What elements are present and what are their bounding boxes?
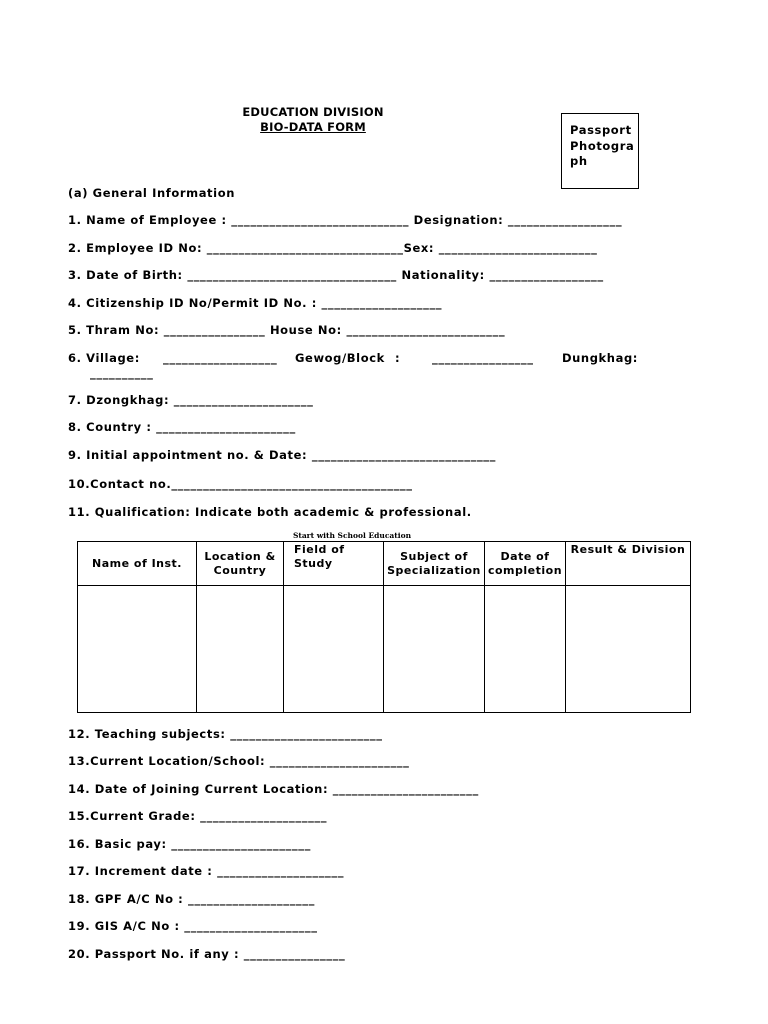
line-citizenship-id: 4. Citizenship ID No/Permit ID No. : ___________________ [68, 296, 443, 310]
col-header-subject-specialization: Subject of Specialization [384, 542, 485, 586]
line-current-grade: 15.Current Grade: ____________________ [68, 809, 328, 823]
passport-photo-box [561, 113, 639, 189]
dungkhag-blank: __________ [90, 366, 154, 380]
qualification-table [77, 541, 691, 713]
line-employee-id-sex: 2. Employee ID No: _______________________________Sex: _________________________ [68, 241, 598, 255]
col-header-location-country: Location & Country [197, 542, 284, 586]
table-cell [566, 586, 691, 713]
line-initial-appointment: 9. Initial appointment no. & Date: _____________________________ [68, 448, 496, 462]
table-cell [78, 586, 197, 713]
col-header-date-of-completion: Date of completion [485, 542, 566, 586]
line-gpf-ac-no: 18. GPF A/C No : ____________________ [68, 892, 315, 906]
line-qualification: 11. Qualification: Indicate both academic & professional. [68, 505, 472, 519]
line-date-joining: 14. Date of Joining Current Location: _______________________ [68, 782, 479, 796]
line-contact-no: 10.Contact no.______________________________________ [68, 477, 413, 491]
table-cell [384, 586, 485, 713]
table-caption: Start with School Education [292, 531, 412, 540]
line-gis-ac-no: 19. GIS A/C No : _____________________ [68, 919, 318, 933]
form-title: BIO-DATA FORM [260, 120, 366, 134]
table-row [78, 586, 691, 713]
line-increment-date: 17. Increment date : ____________________ [68, 864, 345, 878]
gewog-label: Gewog/Block [295, 351, 385, 365]
division-heading: EDUCATION DIVISION [242, 105, 384, 119]
line-basic-pay: 16. Basic pay: ______________________ [68, 837, 311, 851]
village-label: 6. Village: [68, 351, 140, 365]
table-cell [197, 586, 284, 713]
dungkhag-label: Dungkhag: [562, 351, 638, 365]
gewog-colon: : [395, 351, 401, 365]
table-cell [284, 586, 384, 713]
line-passport-no: 20. Passport No. if any : ________________ [68, 947, 346, 961]
line-dob-nationality: 3. Date of Birth: _________________________________ Nationality: __________________ [68, 268, 604, 282]
line-teaching-subjects: 12. Teaching subjects: ________________________ [68, 727, 383, 741]
col-header-result-division: Result & Division [566, 542, 691, 586]
line-dzongkhag: 7. Dzongkhag: ______________________ [68, 393, 314, 407]
table-cell [485, 586, 566, 713]
line-name-designation: 1. Name of Employee : ____________________________ Designation: __________________ [68, 213, 623, 227]
photo-box-label: Passport Photograph [570, 123, 635, 168]
section-general-information: (a) General Information [68, 186, 235, 200]
line-current-location: 13.Current Location/School: ______________________ [68, 754, 410, 768]
col-header-field-of-study: Field of Study [284, 542, 384, 586]
village-blank: __________________ [163, 351, 278, 365]
col-header-name-of-inst: Name of Inst. [78, 542, 197, 586]
line-country: 8. Country : ______________________ [68, 420, 296, 434]
line-thram-house: 5. Thram No: ________________ House No: _________________________ [68, 323, 506, 337]
gewog-blank: ________________ [432, 351, 534, 365]
